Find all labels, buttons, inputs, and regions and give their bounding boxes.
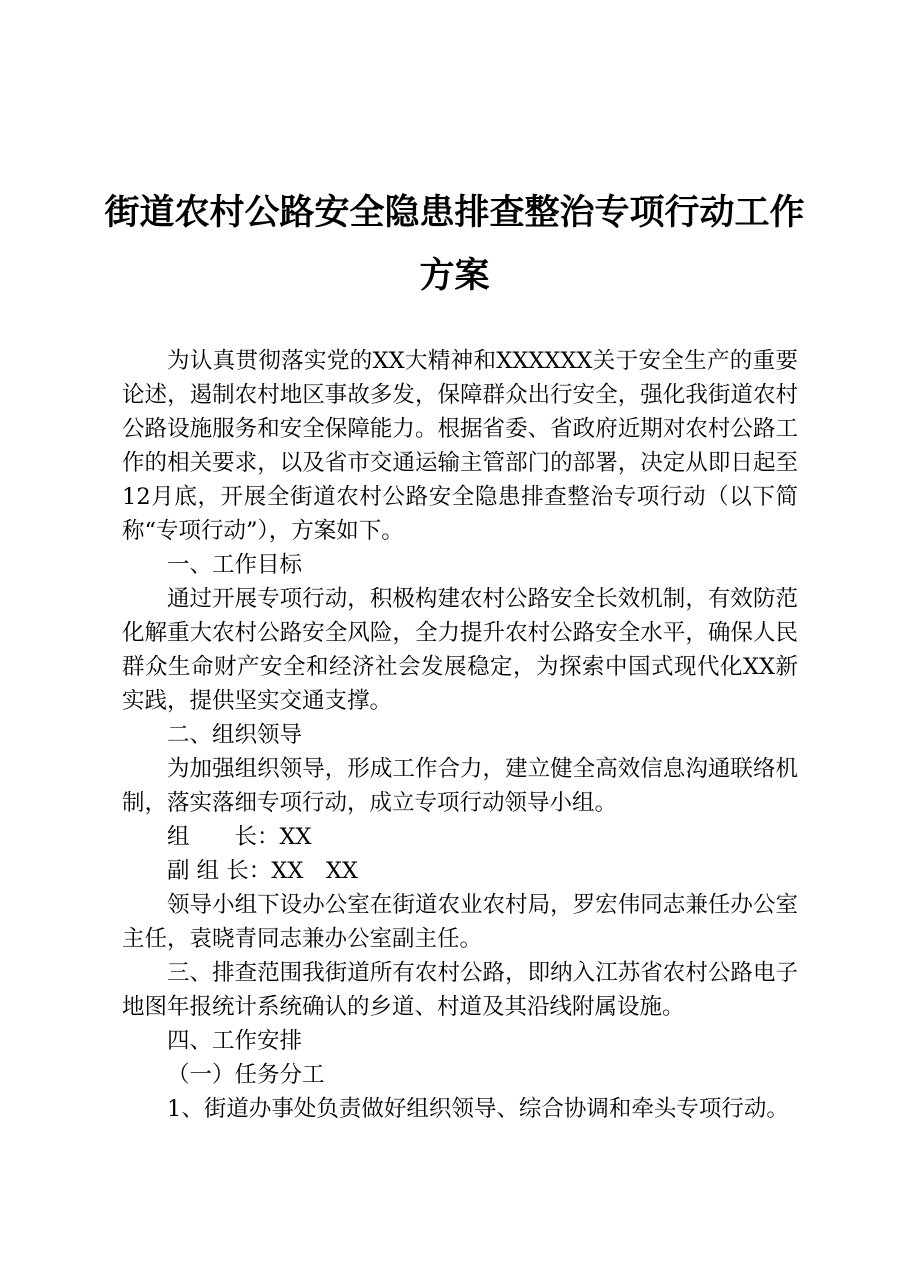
intro-paragraph: 为认真贯彻落实党的XX大精神和XXXXXX关于安全生产的重要论述，遏制农村地区事故多发，保障群众出行安全，强化我街道农村公路设施服务和安全保障能力。根据省委、省政府近期对农村公路工作的相关要求，以及省市交通运输主管部门的部署，决定从即日起至12月底，开展全街道农村公路安全隐患排查整治专项行动（以下简称“专项行动”），方案如下。 <box>122 348 798 544</box>
goals-paragraph: 通过开展专项行动，积极构建农村公路安全长效机制，有效防范化解重大农村公路安全风险，全力提升农村公路安全水平，确保人民群众生命财产安全和经济社会发展稳定，为探索中国式现代化XX新实践，提供坚实交通支撑。 <box>122 586 798 714</box>
section-heading-leadership: 二、组织领导 <box>167 722 303 748</box>
document-body <box>122 344 798 1126</box>
scope-paragraph: 三、排查范围我街道所有农村公路，即纳入江苏省农村公路电子地图年报统计系统确认的乡道、村道及其沿线附属设施。 <box>122 960 798 1020</box>
deputy-leader-line: 副 组 长：XX XX <box>167 858 358 884</box>
office-paragraph: 领导小组下设办公室在街道农业农村局，罗宏伟同志兼任办公室主任，袁晓青同志兼办公室副主任。 <box>122 892 798 952</box>
group-leader-line: 组 长：XX <box>167 824 312 850</box>
section-heading-goals: 一、工作目标 <box>167 552 303 578</box>
document-title-line-1: 街道农村公路安全隐患排查整治专项行动工作 <box>104 193 805 233</box>
section-heading-arrangement: 四、工作安排 <box>167 1028 303 1054</box>
task-item-1: 1、街道办事处负责做好组织领导、综合协调和牵头专项行动。 <box>167 1096 789 1122</box>
document-title-line-2: 方案 <box>419 256 490 296</box>
subsection-heading-tasks: （一）任务分工 <box>167 1062 325 1088</box>
leadership-paragraph: 为加强组织领导，形成工作合力，建立健全高效信息沟通联络机制，落实落细专项行动，成立专项行动领导小组。 <box>122 756 798 816</box>
